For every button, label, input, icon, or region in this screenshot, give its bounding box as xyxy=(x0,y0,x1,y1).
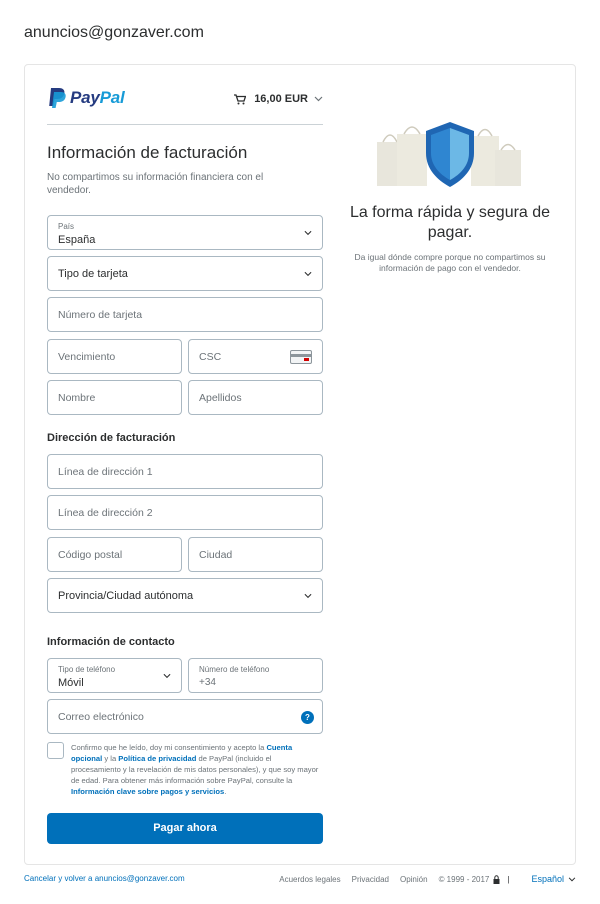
consent-text-part: Confirmo que he leído, doy mi consentimiento y acepto la xyxy=(71,743,267,752)
country-value: España xyxy=(58,234,96,246)
chevron-down-icon xyxy=(314,96,323,102)
expiry-placeholder: Vencimiento xyxy=(58,351,116,363)
privacy-link[interactable]: Privacidad xyxy=(351,874,389,884)
card-type-select[interactable] xyxy=(47,256,323,291)
consent-text-part: . xyxy=(224,787,227,796)
country-label: País xyxy=(58,222,75,231)
city-input[interactable] xyxy=(188,537,323,572)
address-line2-placeholder: Línea de dirección 2 xyxy=(58,507,153,519)
consent-text-part: y la xyxy=(102,754,119,763)
card-back-icon xyxy=(290,350,312,364)
csc-placeholder: CSC xyxy=(199,351,222,363)
card-number-placeholder: Número de tarjeta xyxy=(58,309,143,321)
copyright-text: © 1999 - 2017 xyxy=(438,874,490,884)
footer-separator: | xyxy=(507,874,510,884)
expiry-input[interactable] xyxy=(47,339,182,374)
cart-amount: 16,00 EUR xyxy=(254,93,308,105)
cart-summary[interactable] xyxy=(234,93,323,105)
billing-address-heading: Dirección de facturación xyxy=(47,432,176,444)
checkout-card xyxy=(24,64,576,865)
pay-now-button[interactable]: Pagar ahora xyxy=(47,813,323,844)
promo-subtext: Da igual dónde compre porque no compartimos su información de pago con el vendedor. xyxy=(354,252,546,273)
cancel-return-link[interactable]: Cancelar y volver a anuncios@gonzaver.com xyxy=(24,874,185,883)
consent-text-part: de PayPal (incluido el procesamiento y la revelación de mis datos personales), y que soy mayor de edad. Para obtener más información sobre PayPal, consulte la xyxy=(71,754,319,785)
card-type-value: Tipo de tarjeta xyxy=(58,268,128,280)
billing-panel xyxy=(47,65,323,834)
province-select[interactable] xyxy=(47,578,323,613)
phone-type-label: Tipo de teléfono xyxy=(58,665,116,674)
legal-agreements-link[interactable]: Acuerdos legales xyxy=(279,874,341,884)
phone-type-value: Móvil xyxy=(58,677,84,689)
contact-info-heading: Información de contacto xyxy=(47,636,175,648)
shield-shopping-bags-icon xyxy=(375,120,525,195)
address-line2-input[interactable] xyxy=(47,495,323,530)
paypal-p-icon xyxy=(47,87,67,109)
feedback-link[interactable]: Opinión xyxy=(399,874,428,884)
address-line1-placeholder: Línea de dirección 1 xyxy=(58,466,153,478)
chevron-down-icon xyxy=(163,672,171,680)
logo-pal-text: Pal xyxy=(99,88,125,107)
phone-number-value: +34 xyxy=(199,677,216,688)
email-placeholder: Correo electrónico xyxy=(58,711,144,723)
footer-links xyxy=(268,874,576,884)
last-name-placeholder: Apellidos xyxy=(199,392,242,404)
language-label: Español xyxy=(531,874,564,884)
phone-number-input[interactable] xyxy=(188,658,323,693)
cart-icon xyxy=(234,94,246,105)
key-info-link[interactable]: Información clave sobre pagos y servicios xyxy=(71,787,225,796)
country-select[interactable] xyxy=(47,215,323,250)
chevron-down-icon xyxy=(568,877,576,882)
postal-code-input[interactable] xyxy=(47,537,182,572)
chevron-down-icon xyxy=(304,229,312,237)
email-input[interactable] xyxy=(47,699,323,734)
language-selector[interactable] xyxy=(520,874,576,884)
first-name-input[interactable] xyxy=(47,380,182,415)
first-name-placeholder: Nombre xyxy=(58,392,96,404)
consent-text xyxy=(71,742,323,797)
page-title: Información de facturación xyxy=(47,143,248,162)
footer xyxy=(24,874,576,888)
csc-input[interactable] xyxy=(188,339,323,374)
city-placeholder: Ciudad xyxy=(199,549,233,561)
promo-tagline: La forma rápida y segura de pagar. xyxy=(349,204,551,241)
logo-pay-text: Pay xyxy=(70,88,100,107)
optional-account-link[interactable]: Cuenta opcional xyxy=(71,743,293,763)
phone-number-label: Número de teléfono xyxy=(199,665,270,674)
page-subtitle: No compartimos su información financiera con el vendedor. xyxy=(47,172,264,196)
last-name-input[interactable] xyxy=(188,380,323,415)
checkout-header xyxy=(47,65,323,125)
account-email: anuncios@gonzaver.com xyxy=(24,24,204,41)
province-value: Provincia/Ciudad autónoma xyxy=(58,590,194,602)
postal-code-placeholder: Código postal xyxy=(58,549,123,561)
privacy-policy-link[interactable]: Política de privacidad xyxy=(118,754,197,763)
chevron-down-icon xyxy=(304,270,312,278)
chevron-down-icon xyxy=(304,592,312,600)
lock-icon xyxy=(493,875,500,884)
consent-checkbox[interactable] xyxy=(47,742,64,759)
address-line1-input[interactable] xyxy=(47,454,323,489)
paypal-logo xyxy=(47,87,125,109)
help-icon[interactable]: ? xyxy=(301,711,314,724)
phone-type-select[interactable] xyxy=(47,658,182,693)
card-number-input[interactable] xyxy=(47,297,323,332)
